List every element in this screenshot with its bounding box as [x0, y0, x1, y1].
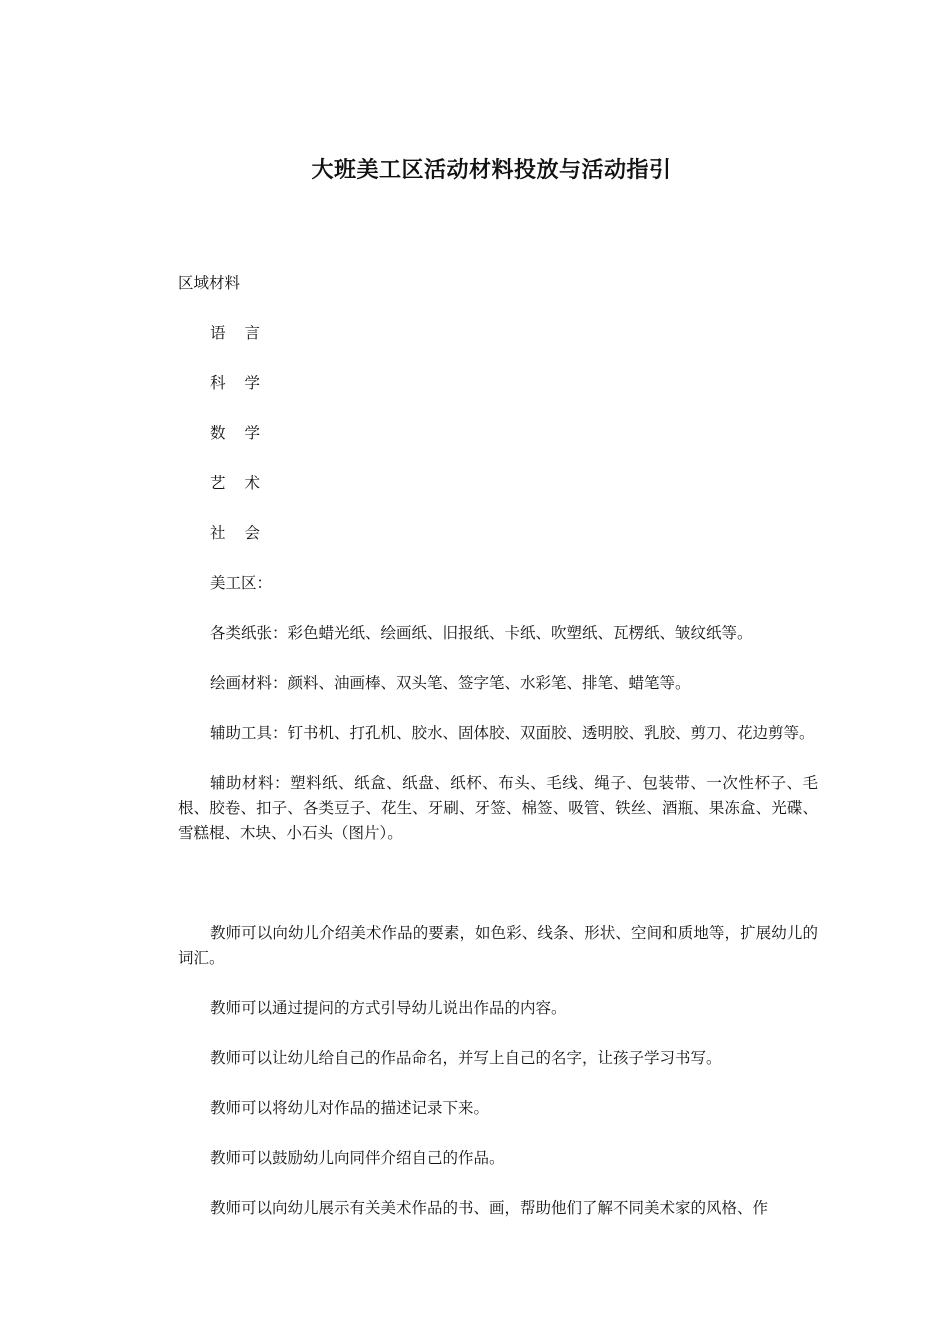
material-paper: 各类纸张：彩色蜡光纸、绘画纸、旧报纸、卡纸、吹塑纸、瓦楞纸、皱纹纸等。	[210, 624, 753, 642]
guidance-item: 教师可以通过提问的方式引导幼儿说出作品的内容。	[210, 999, 567, 1017]
guidance-item: 教师可以向幼儿展示有关美术作品的书、画，帮助他们了解不同美术家的风格、作	[210, 1199, 769, 1217]
material-supplies: 辅助材料：塑料纸、纸盒、纸盘、纸杯、布头、毛线、绳子、包装带、一次性杯子、毛根、胶卷、扣子、各类豆子、花生、牙刷、牙签、棉签、吸管、铁丝、酒瓶、果冻盒、光碟、雪糕棍、木块、小石头（图片）。	[178, 774, 818, 842]
subject-science: 科学	[210, 374, 280, 392]
subject-language: 语言	[210, 324, 280, 342]
guidance-item: 教师可以鼓励幼儿向同伴介绍自己的作品。	[210, 1149, 505, 1167]
region-materials-label: 区域材料	[178, 274, 241, 292]
subject-math: 数学	[210, 424, 280, 442]
subject-society: 社会	[210, 524, 280, 542]
material-drawing: 绘画材料：颜料、油画棒、双头笔、签字笔、水彩笔、排笔、蜡笔等。	[210, 674, 691, 692]
guidance-item: 教师可以向幼儿介绍美术作品的要素，如色彩、线条、形状、空间和质地等，扩展幼儿的词汇。	[178, 924, 818, 967]
guidance-item: 教师可以让幼儿给自己的作品命名，并写上自己的名字，让孩子学习书写。	[210, 1049, 722, 1067]
subject-art: 艺术	[210, 474, 280, 492]
document-body	[178, 271, 818, 1221]
document-title: 大班美工区活动材料投放与活动指引	[311, 157, 672, 183]
material-tools: 辅助工具：钉书机、打孔机、胶水、固体胶、双面胶、透明胶、乳胶、剪刀、花边剪等。	[210, 724, 815, 742]
art-area-label: 美工区：	[210, 574, 273, 592]
guidance-item: 教师可以将幼儿对作品的描述记录下来。	[210, 1099, 490, 1117]
